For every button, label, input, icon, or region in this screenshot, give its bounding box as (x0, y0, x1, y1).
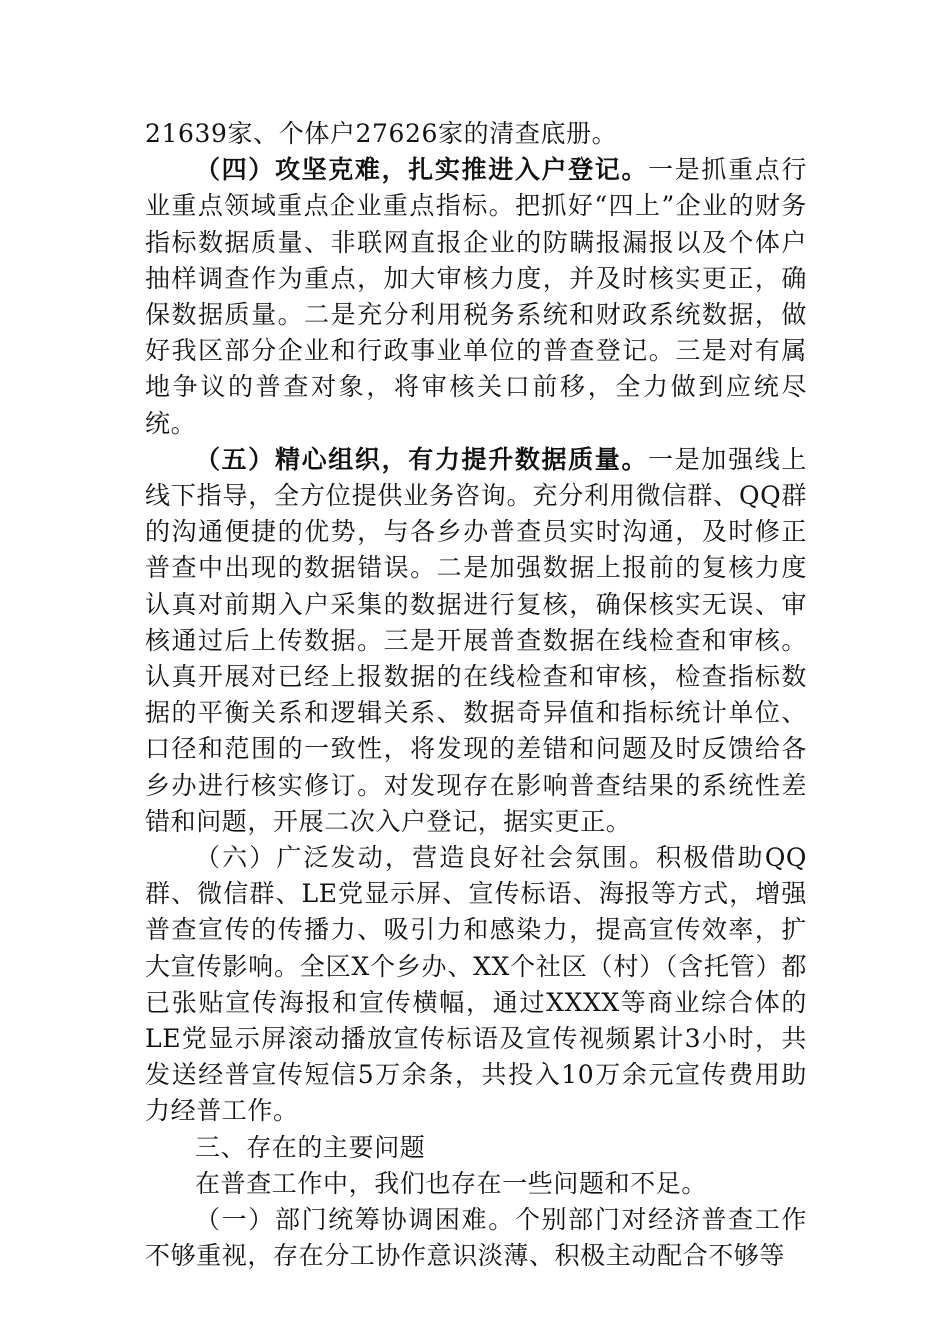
paragraph-text: 个别部门对经济普查工作不够重视，存在分工协作意识淡薄、积极主动配合不够等 (145, 1205, 808, 1271)
paragraph-text: 21639家、个体户27626家的清查底册。 (145, 119, 618, 148)
paragraph-text: 一是加强线上线下指导，全方位提供业务咨询。充分利用微信群、QQ群的沟通便捷的优势，与各乡办普查员实时沟通，及时修正普查中出现的数据错误。二是加强数据上报前的复核力度认真对前期入户采集的数据进行复核，确保核实无误、审核通过后上传数据。三是开展普查数据在线检查和审核。认真开展对已经上报数据的在线检查和审核，检查指标数据的平衡关系和逻辑关系、数据奇异值和指标统计单位、口径和范围的一致性，将发现的差错和问题及时反馈给各乡办进行核实修订。对发现存在影响普查结果的系统性差错和问题，开展二次入户登记，据实更正。 (145, 444, 807, 836)
paragraph-intro (145, 1166, 807, 1202)
paragraph-continuation (145, 116, 807, 152)
paragraph-section-six (145, 840, 807, 1130)
paragraph-text: 一是抓重点行业重点领域重点企业重点指标。把抓好“四上”企业的财务指标数据质量、非联网直报企业的防瞒报漏报以及个体户抽样调查作为重点，加大审核力度，并及时核实更正，确保数据质量。二是充分利用税务系统和财政系统数据，做好我区部分企业和行政事业单位的普查登记。三是对有属地争议的普查对象，将审核关口前移，全力做到应统尽统。 (145, 155, 807, 438)
paragraph-problem-one (145, 1202, 807, 1274)
paragraph-text: 积极借助QQ群、微信群、LE党显示屏、宣传标语、海报等方式，增强普查宣传的传播力、吸引力和感染力，提高宣传效率，扩大宣传影响。全区X个乡办、XX个社区（村）（含托管）都已张贴宣传海报和宣传横幅，通过XXXX等商业综合体的LE党显示屏滚动播放宣传标语及宣传视频累计3小时，共发送经普宣传短信5万余条，共投入10万余元宣传费用助力经普工作。 (145, 843, 808, 1126)
section-heading-problems (145, 1130, 807, 1166)
paragraph-section-five (145, 442, 807, 840)
paragraph-lead-heading: （六）广泛发动，营造良好社会氛围。 (195, 843, 657, 873)
section-heading-text: 三、存在的主要问题 (195, 1132, 426, 1162)
document-body (145, 116, 807, 1275)
paragraph-text: 在普查工作中，我们也存在一些问题和不足。 (195, 1168, 708, 1198)
paragraph-lead-heading: （一）部门统筹协调困难。 (195, 1205, 515, 1235)
paragraph-lead-heading: （五）精心组织，有力提升数据质量。 (195, 444, 649, 474)
paragraph-lead-heading: （四）攻坚克难，扎实推进入户登记。 (195, 155, 649, 185)
paragraph-section-four (145, 152, 807, 442)
